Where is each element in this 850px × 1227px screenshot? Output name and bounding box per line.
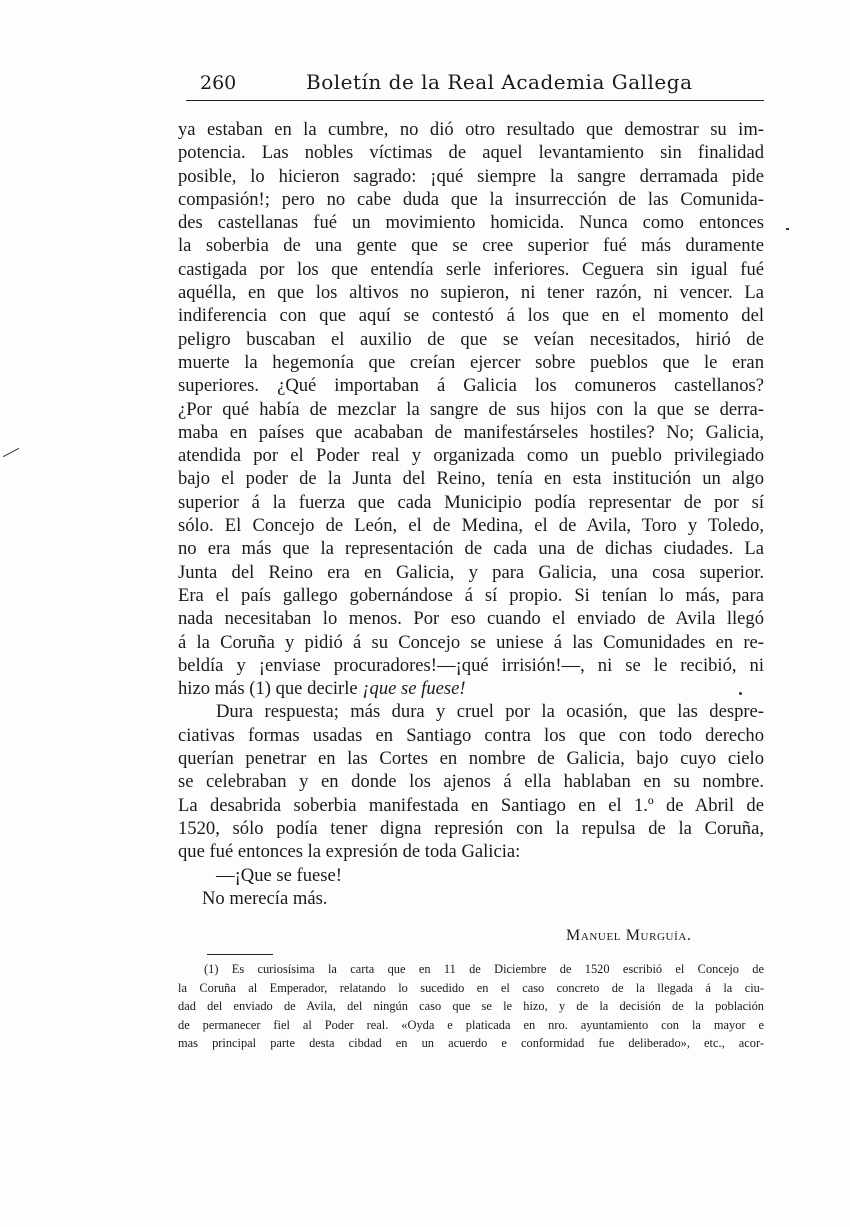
page-header (186, 70, 764, 100)
text-line: Dura respuesta; más dura y cruel por la ocasión, que las despre- (216, 701, 764, 723)
text-line: Junta del Reino era en Galicia, y para Galicia, una cosa superior. (178, 561, 764, 583)
dialog-line: —¡Que se fuese! (216, 864, 342, 886)
text-line: querían penetrar en las Cortes en nombre de Galicia, bajo cuyo cielo (178, 748, 764, 770)
text-line: á la Coruña y pidió á su Concejo se uniese á las Comunidades en re- (178, 631, 764, 653)
text-line: ciativas formas usadas en Santiago contra los que con todo derecho (178, 724, 764, 746)
text-line: beldía y ¡enviase procuradores!—¡qué irrisión!—, ni se le recibió, ni (178, 654, 764, 676)
text-line: maba en países que acababan de manifestárseles hostiles? No; Galicia, (178, 421, 764, 443)
body-text (178, 118, 764, 910)
scan-mark (786, 228, 789, 230)
text-line: indiferencia con que aquí se contestó á los que en el momento del (178, 305, 764, 327)
text-line (178, 677, 764, 700)
footnote (178, 960, 764, 1053)
footnote-line: mas principal parte desta cibdad en un acuerdo e conformidad fue deliberado», etc., acor- (178, 1036, 764, 1050)
closing-line: No merecía más. (202, 887, 328, 909)
text-line: peligro buscaban el auxilio de que se veían necesitados, hirió de (178, 328, 764, 350)
footnote-line: la Coruña al Emperador, relatando lo sucedido en el caso concreto de la llegada á la ciu- (178, 980, 764, 995)
page-number: 260 (200, 72, 237, 94)
text-line: 1520, sólo podía tener digna represión con la repulsa de la Coruña, (178, 817, 764, 839)
scan-mark (739, 692, 742, 695)
author-signature: Manuel Murguía. (566, 927, 692, 944)
footnote-line: (1) Es curiosísima la carta que en 11 de Diciembre de 1520 escribió el Concejo de (204, 962, 764, 976)
text-line: que fué entonces la expresión de toda Galicia: (178, 841, 521, 863)
scan-mark (3, 448, 19, 457)
running-title: Boletín de la Real Academia Gallega (306, 70, 693, 94)
text-line: se celebraban y en donde los ajenos á ella hablaban en su nombre. (178, 771, 764, 793)
text-line: ¿Por qué había de mezclar la sangre de sus hijos con la que se derra- (178, 398, 764, 420)
text-line: posible, lo hicieron sagrado: ¡qué siempre la sangre derramada pide (178, 165, 764, 187)
text-line: La desabrida soberbia manifestada en Santiago en el 1.º de Abril de (178, 794, 764, 816)
text-line: aquélla, en que los altivos no supieron, ni tener razón, ni vencer. La (178, 282, 764, 304)
text-line: muerte la hegemonía que creían ejercer sobre pueblos que le eran (178, 351, 764, 373)
text-line: superiores. ¿Qué importaban á Galicia los comuneros castellanos? (178, 375, 764, 397)
text-line: atendida por el Poder real y organizada como un pueblo privilegiado (178, 445, 764, 467)
text-line: no era más que la representación de cada una de dichas ciudades. La (178, 538, 764, 560)
text-line: nada necesitaban lo menos. Por eso cuando el enviado de Avila llegó (178, 608, 764, 630)
text-line: compasión!; pero no cabe duda que la insurrección de las Comunida- (178, 188, 764, 210)
header-rule (186, 100, 764, 101)
footnote-line: dad del enviado de Avila, del ningún caso que se le hizo, y de la decisión de la población (178, 999, 764, 1013)
text-line: castigada por los que entendía serle inferiores. Ceguera sin igual fué (178, 258, 764, 280)
italic-quote: ¡que se fuese! (362, 678, 466, 700)
text-segment: hizo más (1) que decirle (178, 678, 363, 700)
text-line: bajo el poder de la Junta del Reino, tenía en esta institución un algo (178, 468, 764, 490)
text-line: sólo. El Concejo de León, el de Medina, el de Avila, Toro y Toledo, (178, 515, 764, 537)
text-line: superior á la fuerza que cada Municipio podía representar de por sí (178, 491, 764, 513)
text-line: la soberbia de una gente que se cree superior fué más duramente (178, 235, 764, 257)
footnote-rule (207, 954, 273, 955)
footnote-line: de permanecer fiel al Poder real. «Oyda e platicada en nro. ayuntamiento con la mayor e (178, 1017, 764, 1032)
text-line: des castellanas fué un movimiento homicida. Nunca como entonces (178, 212, 764, 234)
text-line: potencia. Las nobles víctimas de aquel levantamiento sin finalidad (178, 142, 764, 164)
text-line: ya estaban en la cumbre, no dió otro resultado que demostrar su im- (178, 119, 764, 140)
text-line: Era el país gallego gobernándose á sí propio. Si tenían lo más, para (178, 584, 764, 606)
